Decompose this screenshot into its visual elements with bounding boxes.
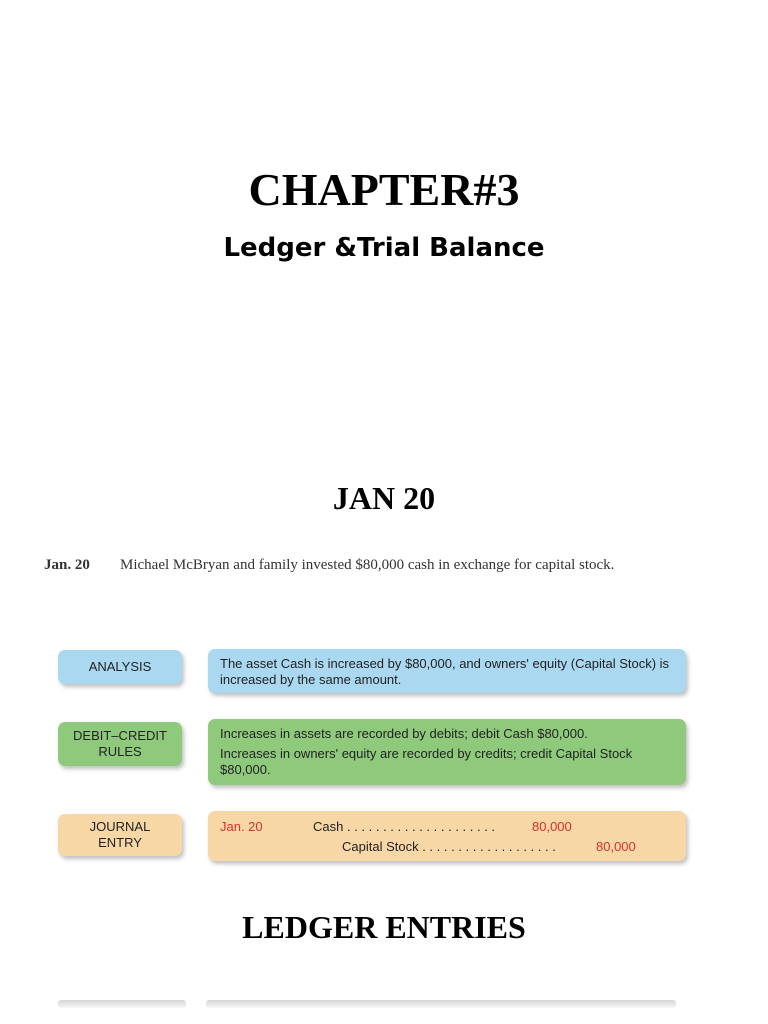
ledger-content-edge: [206, 1000, 676, 1008]
analysis-label-text: ANALYSIS: [88, 659, 152, 674]
journal-label-line2: ENTRY: [98, 835, 142, 850]
analysis-content: [208, 649, 686, 693]
chapter-title: CHAPTER#3: [248, 164, 520, 215]
analysis-text: The asset Cash is increased by $80,000, and owners' equity (Capital Stock) is increased by the same amount.: [220, 656, 670, 687]
rule-credit: Increases in owners' equity are recorded by credits; credit Capital Stock $80,000.: [220, 746, 633, 777]
transaction-description: [44, 556, 704, 574]
ledger-entries-heading: LEDGER ENTRIES: [242, 909, 526, 945]
journal-label-line1: JOURNAL: [89, 819, 151, 834]
chapter-subtitle: Ledger &Trial Balance: [223, 233, 545, 263]
journal-debit-account: Cash . . . . . . . . . . . . . . . . . . . . .: [313, 819, 496, 834]
rules-label-line1: DEBIT–CREDIT: [73, 728, 167, 743]
rules-label-line2: RULES: [98, 744, 142, 759]
transaction-text: Michael McBryan and family invested $80,000 cash in exchange for capital stock.: [120, 557, 615, 573]
journal-credit-amount: 80,000: [596, 839, 636, 854]
journal-debit-amount: 80,000: [532, 819, 572, 834]
analysis-label: [58, 650, 182, 684]
journal-entry-label: [58, 814, 182, 856]
journal-credit-line: [220, 837, 674, 857]
jan-20-heading: JAN 20: [332, 480, 436, 516]
debit-credit-rules-content: [208, 719, 686, 785]
journal-entry-content: [208, 811, 686, 861]
debit-credit-rules-label: [58, 722, 182, 766]
journal-credit-account: Capital Stock . . . . . . . . . . . . . . . . . . .: [342, 839, 556, 854]
rule-debit: Increases in assets are recorded by debits; debit Cash $80,000.: [220, 726, 588, 741]
transaction-date: Jan. 20: [44, 557, 90, 573]
ledger-label-edge: [58, 1000, 186, 1008]
journal-debit-line: [220, 817, 674, 837]
journal-date: Jan. 20: [220, 819, 263, 834]
